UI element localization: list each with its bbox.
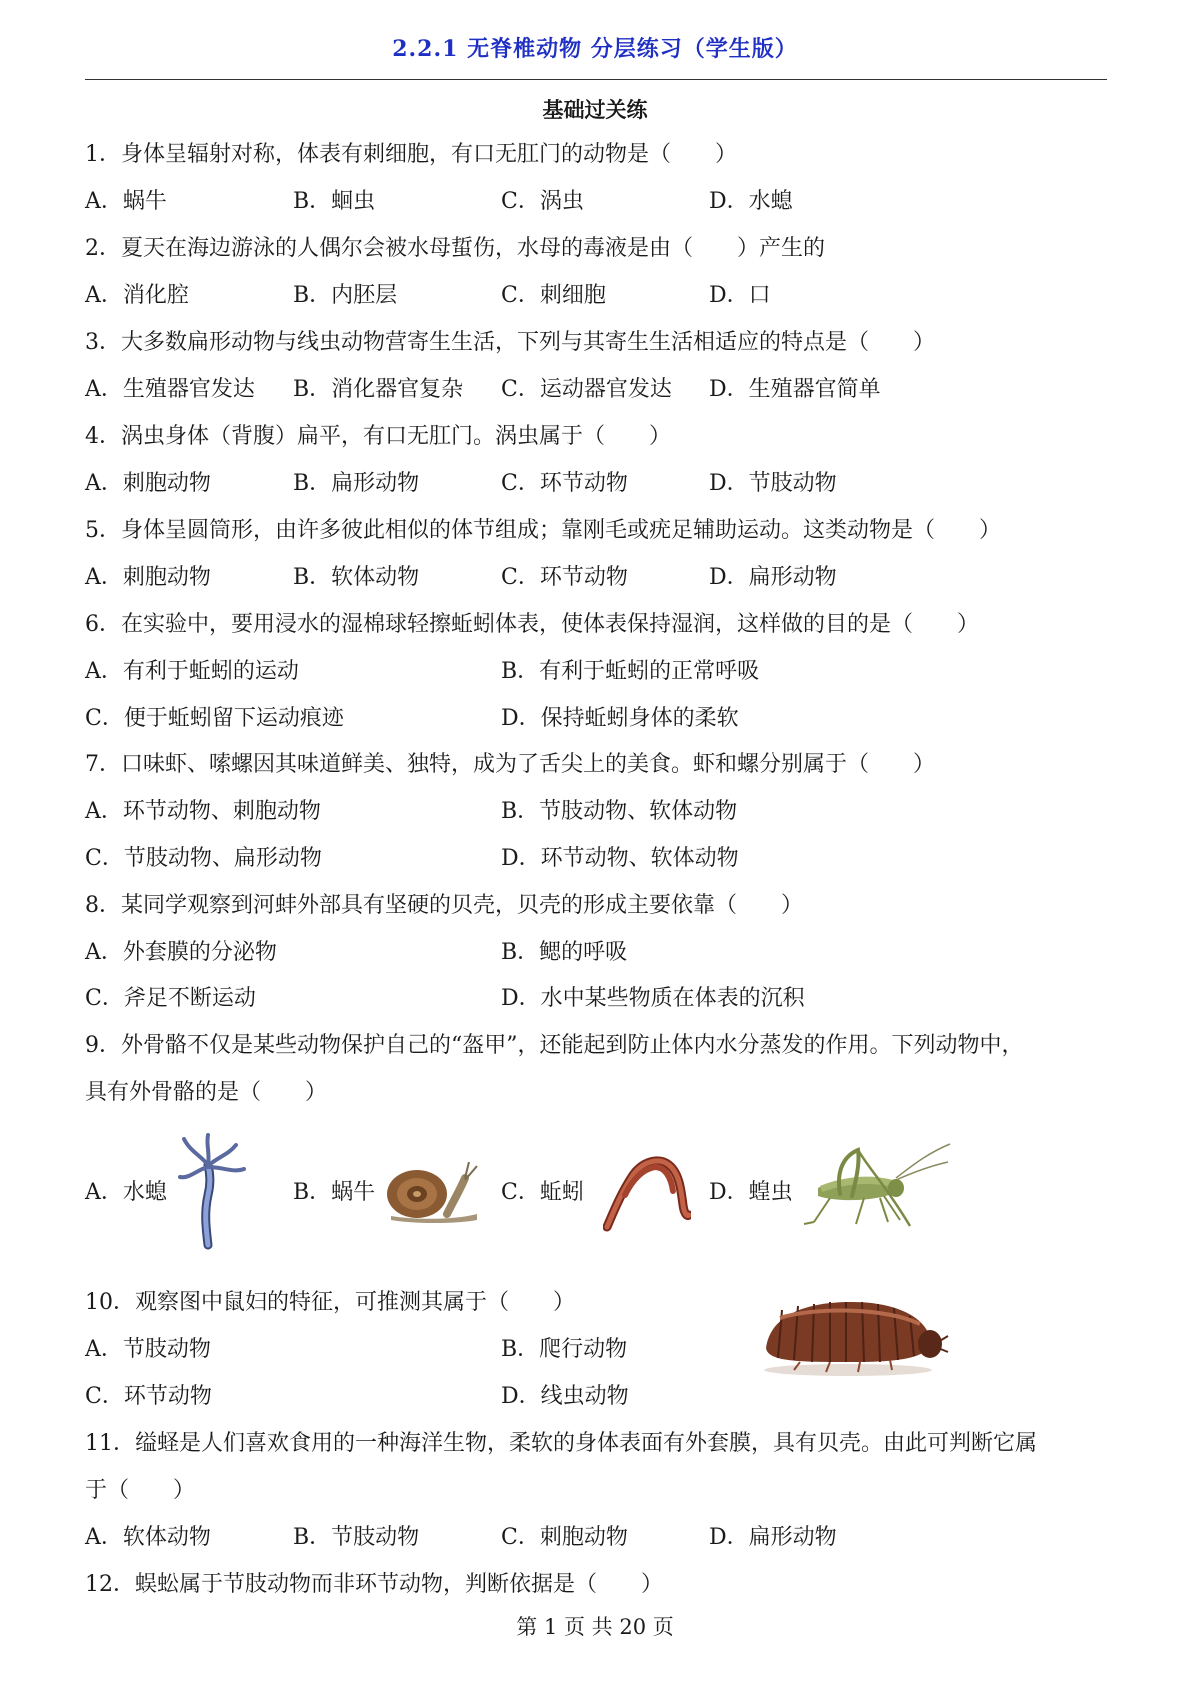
question-9-stem-cont: 具有外骨骼的是（ ） [85, 1080, 328, 1105]
question-3-option-b: B．消化器官复杂 [293, 377, 464, 402]
question-7-option-d: D．环节动物、软体动物 [501, 846, 739, 871]
question-9-option-a: A．水螅 [85, 1180, 167, 1205]
question-1-option-b: B．蛔虫 [293, 189, 376, 214]
question-9-option-c: C．蚯蚓 [501, 1180, 584, 1205]
question-9-option-b: B．蜗牛 [293, 1180, 376, 1205]
question-2-option-c: C．刺细胞 [501, 283, 606, 308]
page-footer: 第 1 页 共 20 页 [516, 1615, 674, 1639]
section-heading: 基础过关练 [542, 97, 648, 122]
question-8-option-b: B．鳃的呼吸 [501, 940, 628, 965]
question-10-option-c: C．环节动物 [85, 1384, 212, 1409]
question-11-option-a: A．软体动物 [85, 1525, 211, 1550]
question-4-option-b: B．扁形动物 [293, 471, 420, 496]
question-3-option-d: D．生殖器官简单 [709, 377, 881, 402]
question-6-option-d: D．保持蚯蚓身体的柔软 [501, 706, 739, 731]
question-5-option-a: A．刺胞动物 [85, 565, 211, 590]
question-7-option-b: B．节肢动物、软体动物 [501, 799, 738, 824]
snail-image [385, 1158, 481, 1224]
question-8-stem: 8．某同学观察到河蚌外部具有坚硬的贝壳，贝壳的形成主要依靠（ ） [85, 893, 803, 918]
question-8-option-c: C．斧足不断运动 [85, 986, 256, 1011]
question-10-option-a: A．节肢动物 [85, 1337, 211, 1362]
question-9-stem: 9．外骨骼不仅是某些动物保护自己的“盔甲”，还能起到防止体内水分蒸发的作用。下列动物中， [85, 1033, 1024, 1058]
question-7-option-c: C．节肢动物、扁形动物 [85, 846, 322, 871]
question-5-option-d: D．扁形动物 [709, 565, 837, 590]
woodlouse-image [760, 1296, 950, 1378]
question-3-option-a: A．生殖器官发达 [85, 377, 255, 402]
question-11-option-b: B．节肢动物 [293, 1525, 420, 1550]
question-6-option-c: C．便于蚯蚓留下运动痕迹 [85, 706, 344, 731]
question-5-option-b: B．软体动物 [293, 565, 420, 590]
question-12-stem: 12．蜈蚣属于节肢动物而非环节动物，判断依据是（ ） [85, 1572, 663, 1597]
question-6-stem: 6．在实验中，要用浸水的湿棉球轻擦蚯蚓体表，使体表保持湿润，这样做的目的是（ ） [85, 612, 980, 637]
question-11-stem-cont: 于（ ） [85, 1478, 196, 1503]
question-11-option-d: D．扁形动物 [709, 1525, 837, 1550]
question-2-stem: 2．夏天在海边游泳的人偶尔会被水母蜇伤，水母的毒液是由（ ）产生的 [85, 236, 825, 261]
question-7-option-a: A．环节动物、刺胞动物 [85, 799, 321, 824]
question-6-option-b: B．有利于蚯蚓的正常呼吸 [501, 659, 760, 684]
document-title: 2.2.1 无脊椎动物 分层练习（学生版） [392, 36, 798, 62]
question-4-option-a: A．刺胞动物 [85, 471, 211, 496]
question-9-option-d: D．蝗虫 [709, 1180, 793, 1205]
question-10-stem: 10．观察图中鼠妇的特征，可推测其属于（ ） [85, 1290, 575, 1315]
question-5-stem: 5．身体呈圆筒形，由许多彼此相似的体节组成；靠刚毛或疣足辅助运动。这类动物是（ ） [85, 518, 1002, 543]
question-2-option-b: B．内胚层 [293, 283, 398, 308]
question-2-option-a: A．消化腔 [85, 283, 189, 308]
question-11-stem: 11．缢蛏是人们喜欢食用的一种海洋生物，柔软的身体表面有外套膜，具有贝壳。由此可判断它属 [85, 1431, 1037, 1456]
question-10-option-b: B．爬行动物 [501, 1337, 628, 1362]
question-1-option-a: A．蜗牛 [85, 189, 167, 214]
question-4-option-c: C．环节动物 [501, 471, 628, 496]
question-3-stem: 3．大多数扁形动物与线虫动物营寄生生活，下列与其寄生生活相适应的特点是（ ） [85, 330, 935, 355]
header-divider [85, 79, 1107, 80]
question-5-option-c: C．环节动物 [501, 565, 628, 590]
hydra-image [178, 1133, 250, 1251]
question-4-option-d: D．节肢动物 [709, 471, 837, 496]
question-6-option-a: A．有利于蚯蚓的运动 [85, 659, 299, 684]
question-4-stem: 4．涡虫身体（背腹）扁平，有口无肛门。涡虫属于（ ） [85, 424, 671, 449]
question-2-option-d: D．口 [709, 283, 771, 308]
question-10-option-d: D．线虫动物 [501, 1384, 629, 1409]
question-1-option-d: D．水螅 [709, 189, 793, 214]
question-8-option-a: A．外套膜的分泌物 [85, 940, 277, 965]
question-1-stem: 1．身体呈辐射对称，体表有刺细胞，有口无肛门的动物是（ ） [85, 142, 737, 167]
question-7-stem: 7．口味虾、嗦螺因其味道鲜美、独特，成为了舌尖上的美食。虾和螺分别属于（ ） [85, 752, 935, 777]
question-11-option-c: C．刺胞动物 [501, 1525, 628, 1550]
earthworm-image [603, 1153, 691, 1233]
question-3-option-c: C．运动器官发达 [501, 377, 672, 402]
question-1-option-c: C．涡虫 [501, 189, 584, 214]
question-8-option-d: D．水中某些物质在体表的沉积 [501, 986, 805, 1011]
locust-image [800, 1140, 952, 1240]
